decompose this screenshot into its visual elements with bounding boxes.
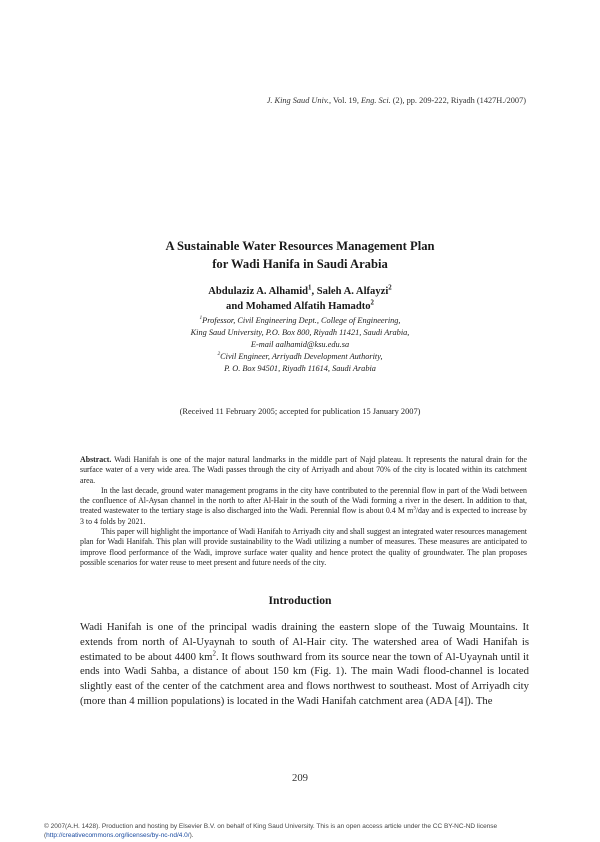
abstract-superscript: 3 (413, 505, 416, 512)
title-line-1: A Sustainable Water Resources Management Plan (165, 239, 435, 253)
journal-issue-pages: (2), pp. 209-222, Riyadh (1427H./2007) (392, 96, 526, 105)
running-header: J. King Saud Univ., Vol. 19, Eng. Sci. (2), pp. 209-222, Riyadh (1427H./2007) (266, 96, 526, 105)
intro-text-b: . It flows southward from its source near the town of Al-Uyaynah until it ends into Wadi Sahba, a distance of about 150 km (Fig. 1). The main Wadi flood-channel is located slightly east of the center of the catchment area and flows northwest to southeast. Most of Arriyadh city (more than 4 million populations) is located in the Wadi Hanifah catchment area (ADA [4]). The (80, 650, 529, 707)
license-link[interactable]: http://creativecommons.org/licenses/by-nc-nd/4.0/ (46, 832, 190, 839)
journal-name: J. King Saud Univ. (266, 96, 329, 105)
intro-superscript: 2 (212, 649, 216, 658)
title-line-2: for Wadi Hanifa in Saudi Arabia (212, 257, 388, 271)
author-2-affil: 2 (388, 284, 392, 292)
received-dates: (Received 11 February 2005; accepted for publication 15 January 2007) (179, 407, 421, 416)
journal-volume: Vol. 19, (333, 96, 359, 105)
affil-2-line-2: P. O. Box 94501, Riyadh 11614, Saudi Arabia (224, 364, 376, 373)
author-2: Saleh A. Alfayzi (316, 286, 389, 297)
author-list: Abdulaziz A. Alhamid$^1$, Saleh A. Alfayzi$^2$ and Mohamed Alfatih Hamadto$^2$ (208, 284, 392, 312)
paper-title (0, 237, 600, 273)
affil-1-line-2: King Saud University, P.O. Box 800, Riyadh 11421, Saudi Arabia, (190, 328, 410, 337)
author-3: Mohamed Alfatih Hamadto (245, 301, 371, 312)
author-1: Abdulaziz A. Alhamid (208, 286, 309, 297)
affil-2-marker: 2 (217, 351, 221, 358)
intro-text-a: Wadi Hanifah is one of the principal wadis draining the eastern slope of the Tuwaig Mountains. It extends from north of Al-Uyaynah to south of Al-Hair city. The watershed area of Wadi Hanifah is estimated to be about 4400 km (80, 621, 529, 663)
affiliations (0, 315, 600, 375)
section-heading-introduction: Introduction (268, 594, 332, 607)
abstract-paragraph-2b: /day and is expected to increase by 3 to 4 folds by 2021. (80, 506, 527, 526)
author-3-affil: 2 (370, 299, 374, 307)
license-footer (44, 822, 564, 840)
footer-text: © 2007(A.H. 1428). Production and hosting by Elsevier B.V. on behalf of King Saud University. This is an open access article under the CC BY-NC-ND license ( (44, 823, 498, 839)
affil-1-email: E-mail aalhamid@ksu.edu.sa (250, 340, 350, 349)
abstract-paragraph-3: This paper will highlight the importance of Wadi Hanifah to Arriyadh city and shall suggest an integrated water resources management plan for Wadi Hanifah. This plan will provide sustainability to the Wadi utilizing a number of measures. These measures are anticipated to improve flood performance of the Wadi, improve surface water quality and hence protect the quality of groundwater. The plan proposes possible scenarios for water reuse to meet present and future needs of the city. (80, 527, 527, 567)
journal-section: Eng. Sci. (360, 96, 391, 105)
author-conjunction: and (226, 301, 244, 312)
abstract (80, 455, 527, 568)
page-number: 209 (291, 772, 309, 784)
affil-1-marker: 1 (199, 315, 203, 322)
footer-close: ). (189, 832, 194, 839)
affil-1-line-1: Professor, Civil Engineering Dept., College of Engineering, (202, 316, 401, 325)
affil-2-line-1: Civil Engineer, Arriyadh Development Authority, (220, 352, 383, 361)
author-1-affil: 1 (308, 284, 312, 292)
introduction-body (80, 620, 529, 709)
abstract-paragraph-2a: In the last decade, ground water management programs in the city have contributed to the perennial flow in part of the Wadi between the confluence of Al-Aysan channel in the north to after Al-Hair in the south of the Wadi forming a river in the desert. In addition to that, treated wastewater to the tertiary stage is also discharged into the Wadi. Perennial flow is about 0.4 M m (80, 485, 527, 516)
abstract-label: Abstract. (80, 455, 112, 464)
abstract-paragraph-1: Wadi Hanifah is one of the major natural landmarks in the middle part of Najd plateau. It represents the natural drain for the surface water of a very wide area. The Wadi passes through the city of Arriyadh and about 70% of the city is located within its catchment area. (80, 455, 527, 485)
